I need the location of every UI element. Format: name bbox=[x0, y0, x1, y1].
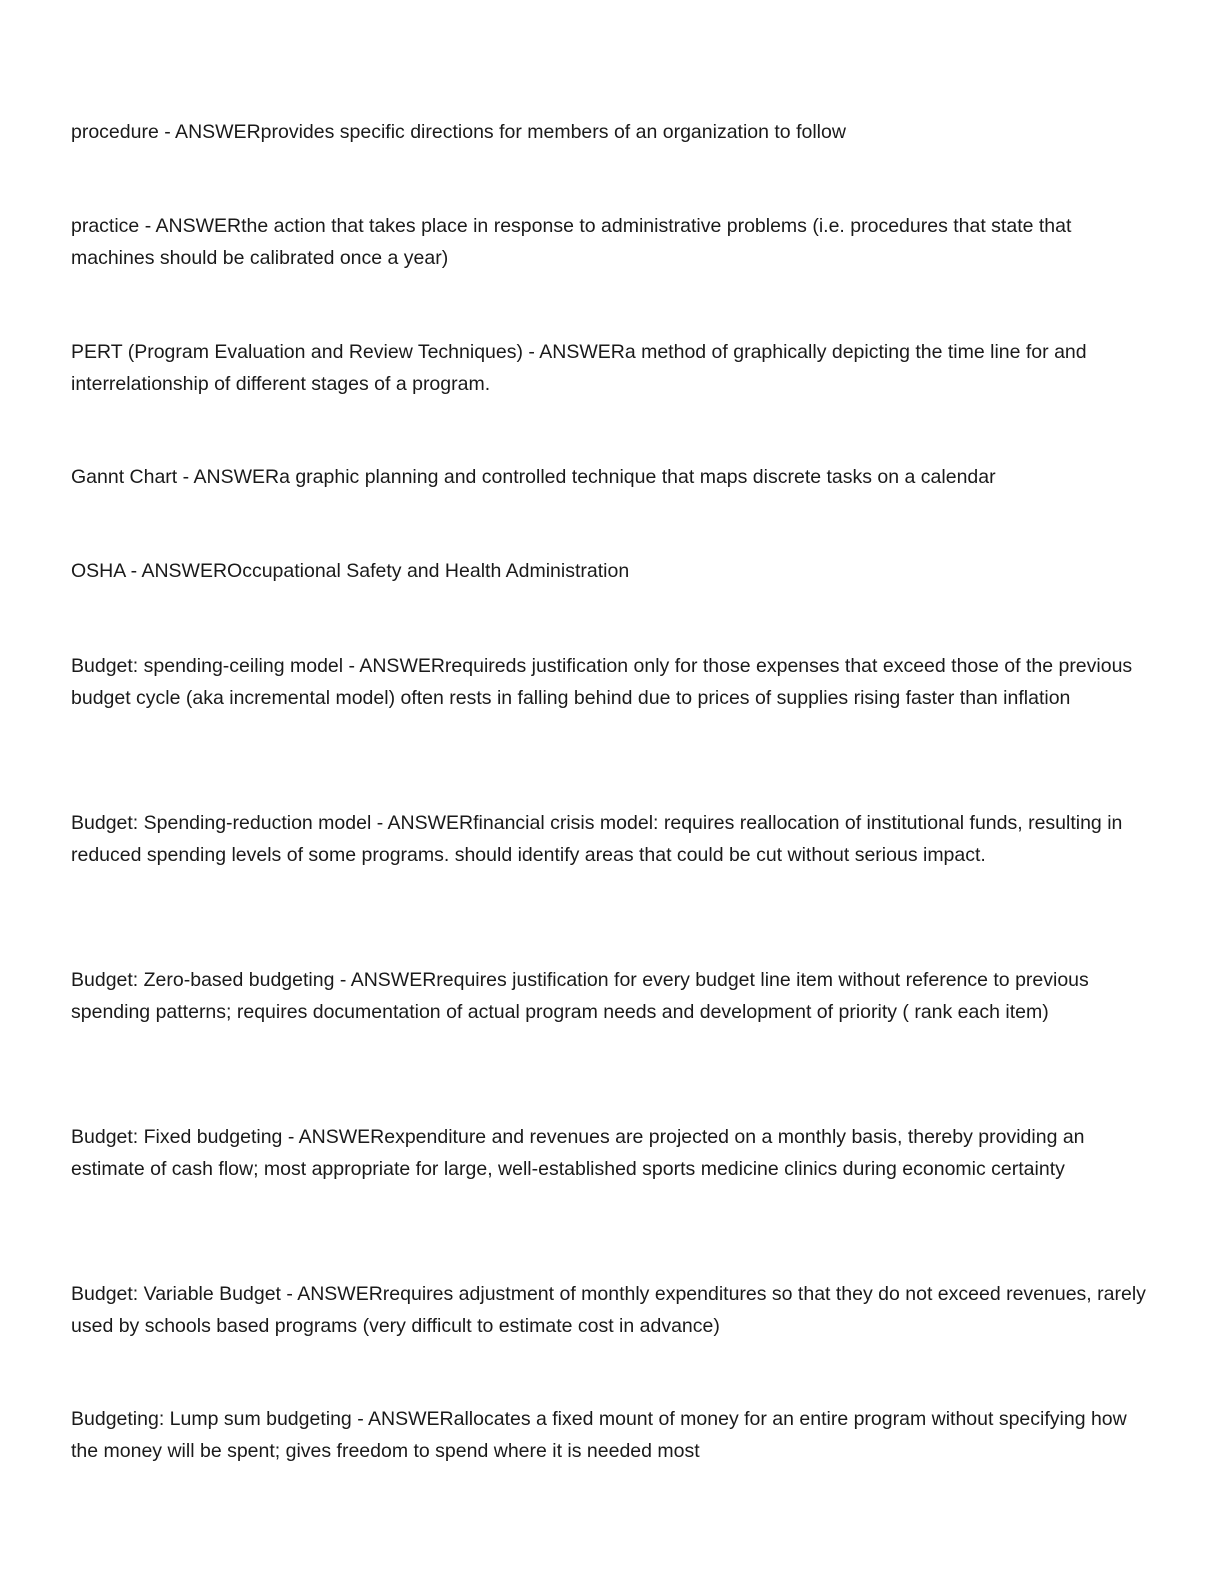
flashcard-entry-pert: PERT (Program Evaluation and Review Techniques) - ANSWERa method of graphically depicting the time line for and interrelationship of different stages of a program. bbox=[71, 341, 1087, 395]
flashcard-entry-spending-ceiling-model: Budget: spending-ceiling model - ANSWERrequireds justification only for those expenses that exceed those of the previous budget cycle (aka incremental model) often rests in falling behind due to prices of supplies rising faster than inflation bbox=[71, 655, 1133, 709]
flashcard-entry-fixed-budgeting: Budget: Fixed budgeting - ANSWERexpenditure and revenues are projected on a monthly basis, thereby providing an estimate of cash flow; most appropriate for large, well-established sports medicine clinics during economic certainty bbox=[71, 1126, 1085, 1180]
flashcard-entry-practice: practice - ANSWERthe action that takes place in response to administrative problems (i.e. procedures that state that machines should be calibrated once a year) bbox=[71, 215, 1072, 269]
flashcard-entry-gannt-chart: Gannt Chart - ANSWERa graphic planning and controlled technique that maps discrete tasks on a calendar bbox=[71, 466, 996, 488]
flashcard-entry-lump-sum-budgeting: Budgeting: Lump sum budgeting - ANSWERallocates a fixed mount of money for an entire program without specifying how the money will be spent; gives freedom to spend where it is needed most bbox=[71, 1408, 1127, 1462]
flashcard-entry-spending-reduction-model: Budget: Spending-reduction model - ANSWERfinancial crisis model: requires reallocation of institutional funds, resulting in reduced spending levels of some programs. should identify areas that could be cut without serious impact. bbox=[71, 812, 1123, 866]
flashcard-entry-procedure: procedure - ANSWERprovides specific directions for members of an organization to follow bbox=[71, 121, 846, 143]
flashcard-entry-variable-budget: Budget: Variable Budget - ANSWERrequires adjustment of monthly expenditures so that they do not exceed revenues, rarely used by schools based programs (very difficult to estimate cost in advance) bbox=[71, 1283, 1146, 1337]
flashcard-entry-osha: OSHA - ANSWEROccupational Safety and Health Administration bbox=[71, 560, 630, 582]
flashcard-entry-zero-based-budgeting: Budget: Zero-based budgeting - ANSWERrequires justification for every budget line item without reference to previous spending patterns; requires documentation of actual program needs and development of priority ( rank each item) bbox=[71, 969, 1089, 1023]
